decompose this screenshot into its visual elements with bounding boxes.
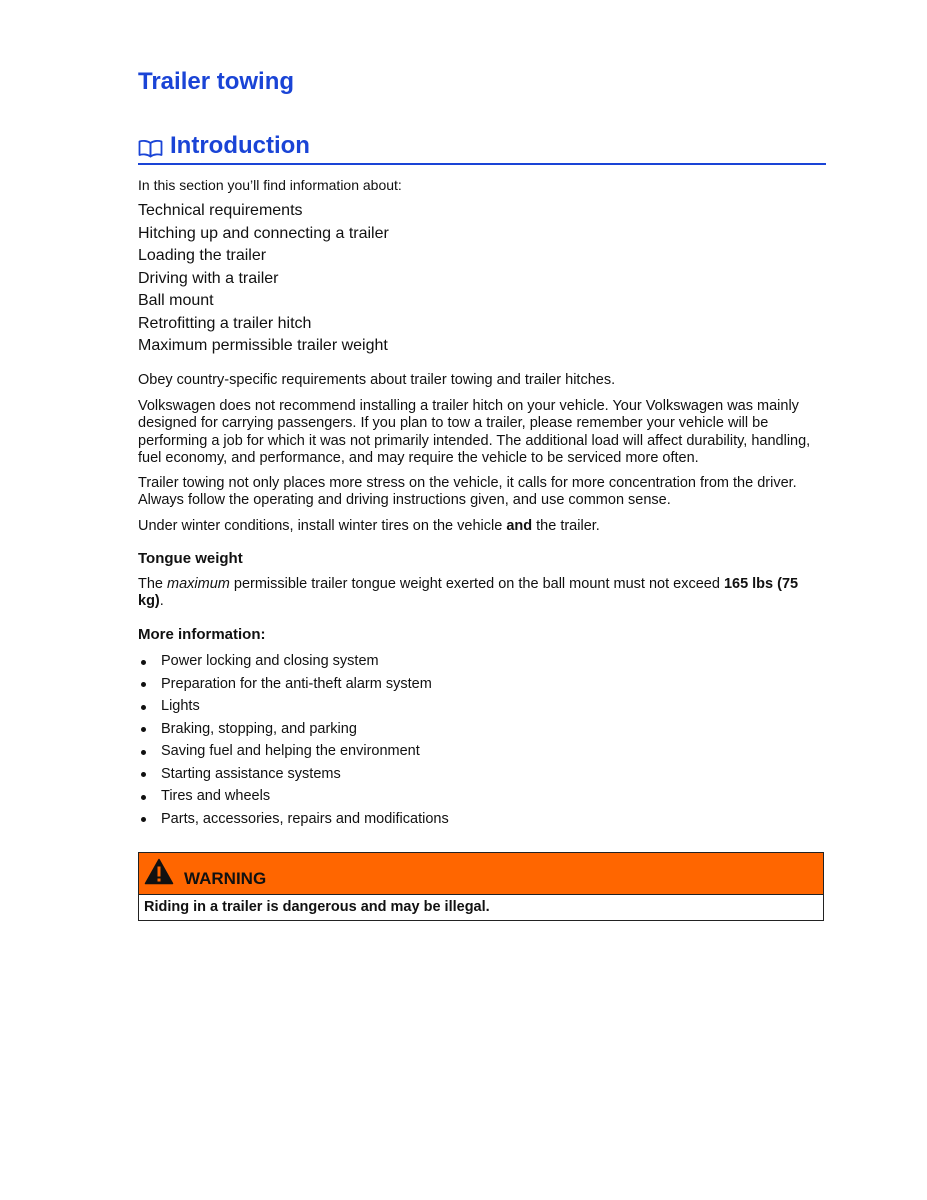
- topic-item: Driving with a trailer: [138, 269, 279, 287]
- winter-text-bold: and: [506, 518, 533, 534]
- page-title: Trailer towing: [138, 68, 295, 95]
- tongue-text-before: The: [138, 576, 168, 592]
- bullet-icon: [141, 705, 146, 710]
- bullet-icon: [141, 772, 146, 777]
- section-title: Introduction: [170, 132, 310, 159]
- tongue-text-bold: 165 lbs (75 kg): [138, 576, 799, 610]
- bullet-icon: [141, 817, 146, 822]
- intro-lead-text: In this section you’ll find information about:: [138, 177, 402, 193]
- tongue-text-italic: maximum: [167, 576, 230, 592]
- more-info-list: [138, 650, 449, 830]
- topic-item: Hitching up and connecting a trailer: [138, 224, 389, 242]
- tongue-text-middle: permissible trailer tongue weight exerted on the ball mount must not exceed: [229, 576, 724, 592]
- list-item-label: Lights: [161, 698, 200, 714]
- list-item-label: Braking, stopping, and parking: [161, 720, 357, 737]
- list-item: [138, 718, 449, 741]
- list-item-label: Preparation for the anti-theft alarm system: [161, 675, 432, 692]
- list-item-label: Starting assistance systems: [161, 765, 341, 782]
- warning-triangle-icon: [144, 858, 174, 885]
- list-item-label: Parts, accessories, repairs and modifications: [161, 810, 449, 827]
- warning-header: [139, 853, 823, 895]
- topic-item: Ball mount: [138, 292, 214, 309]
- winter-text-after: the trailer.: [532, 518, 600, 534]
- tongue-weight-text: [138, 576, 808, 611]
- topic-item: Retrofitting a trailer hitch: [138, 314, 312, 332]
- section-header: [138, 132, 826, 165]
- list-item-label: Saving fuel and helping the environment: [161, 743, 420, 759]
- list-item: [138, 808, 449, 831]
- paragraph-recommendation: Volkswagen does not recommend installing a trailer hitch on your vehicle. Your Volkswagen was mainly designed for carrying passengers. If you plan to tow a trailer, please remember your vehicle will be performing a job for which it was not primarily intended. The additional load will affect durability, handling, fuel economy, and performance, and may require the vehicle to be serviced more often.: [138, 398, 811, 466]
- tongue-weight-heading: Tongue weight: [138, 550, 243, 567]
- list-item-label: Tires and wheels: [161, 788, 271, 804]
- paragraph-stress: Trailer towing not only places more stress on the vehicle, it calls for more concentration from the driver. Always follow the operating and driving instructions given, and use common sense.: [138, 475, 797, 509]
- topic-item: Maximum permissible trailer weight: [138, 337, 388, 354]
- bullet-icon: [141, 750, 146, 755]
- bullet-icon: [141, 795, 146, 800]
- list-item-label: Power locking and closing system: [161, 653, 379, 669]
- more-info-heading: More information:: [138, 626, 266, 643]
- warning-title: WARNING: [184, 869, 267, 888]
- paragraph-country-requirements: Obey country-specific requirements about trailer towing and trailer hitches.: [138, 372, 616, 388]
- topic-list: [138, 200, 389, 358]
- bullet-icon: [141, 660, 146, 665]
- warning-box: [138, 852, 824, 921]
- tongue-text-after: .: [159, 593, 164, 610]
- list-item: [138, 695, 449, 718]
- book-icon: [138, 139, 163, 158]
- winter-text-before: Under winter conditions, install winter tires on the vehicle: [138, 518, 507, 534]
- list-item: [138, 650, 449, 673]
- bullet-icon: [141, 682, 146, 687]
- list-item: [138, 763, 449, 786]
- topic-item: Loading the trailer: [138, 247, 267, 264]
- bullet-icon: [141, 727, 146, 732]
- topic-item: Technical requirements: [138, 202, 303, 219]
- list-item: [138, 740, 449, 763]
- list-item: [138, 673, 449, 696]
- warning-text: Riding in a trailer is dangerous and may be illegal.: [144, 899, 490, 915]
- paragraph-winter: [138, 518, 828, 535]
- list-item: [138, 785, 449, 808]
